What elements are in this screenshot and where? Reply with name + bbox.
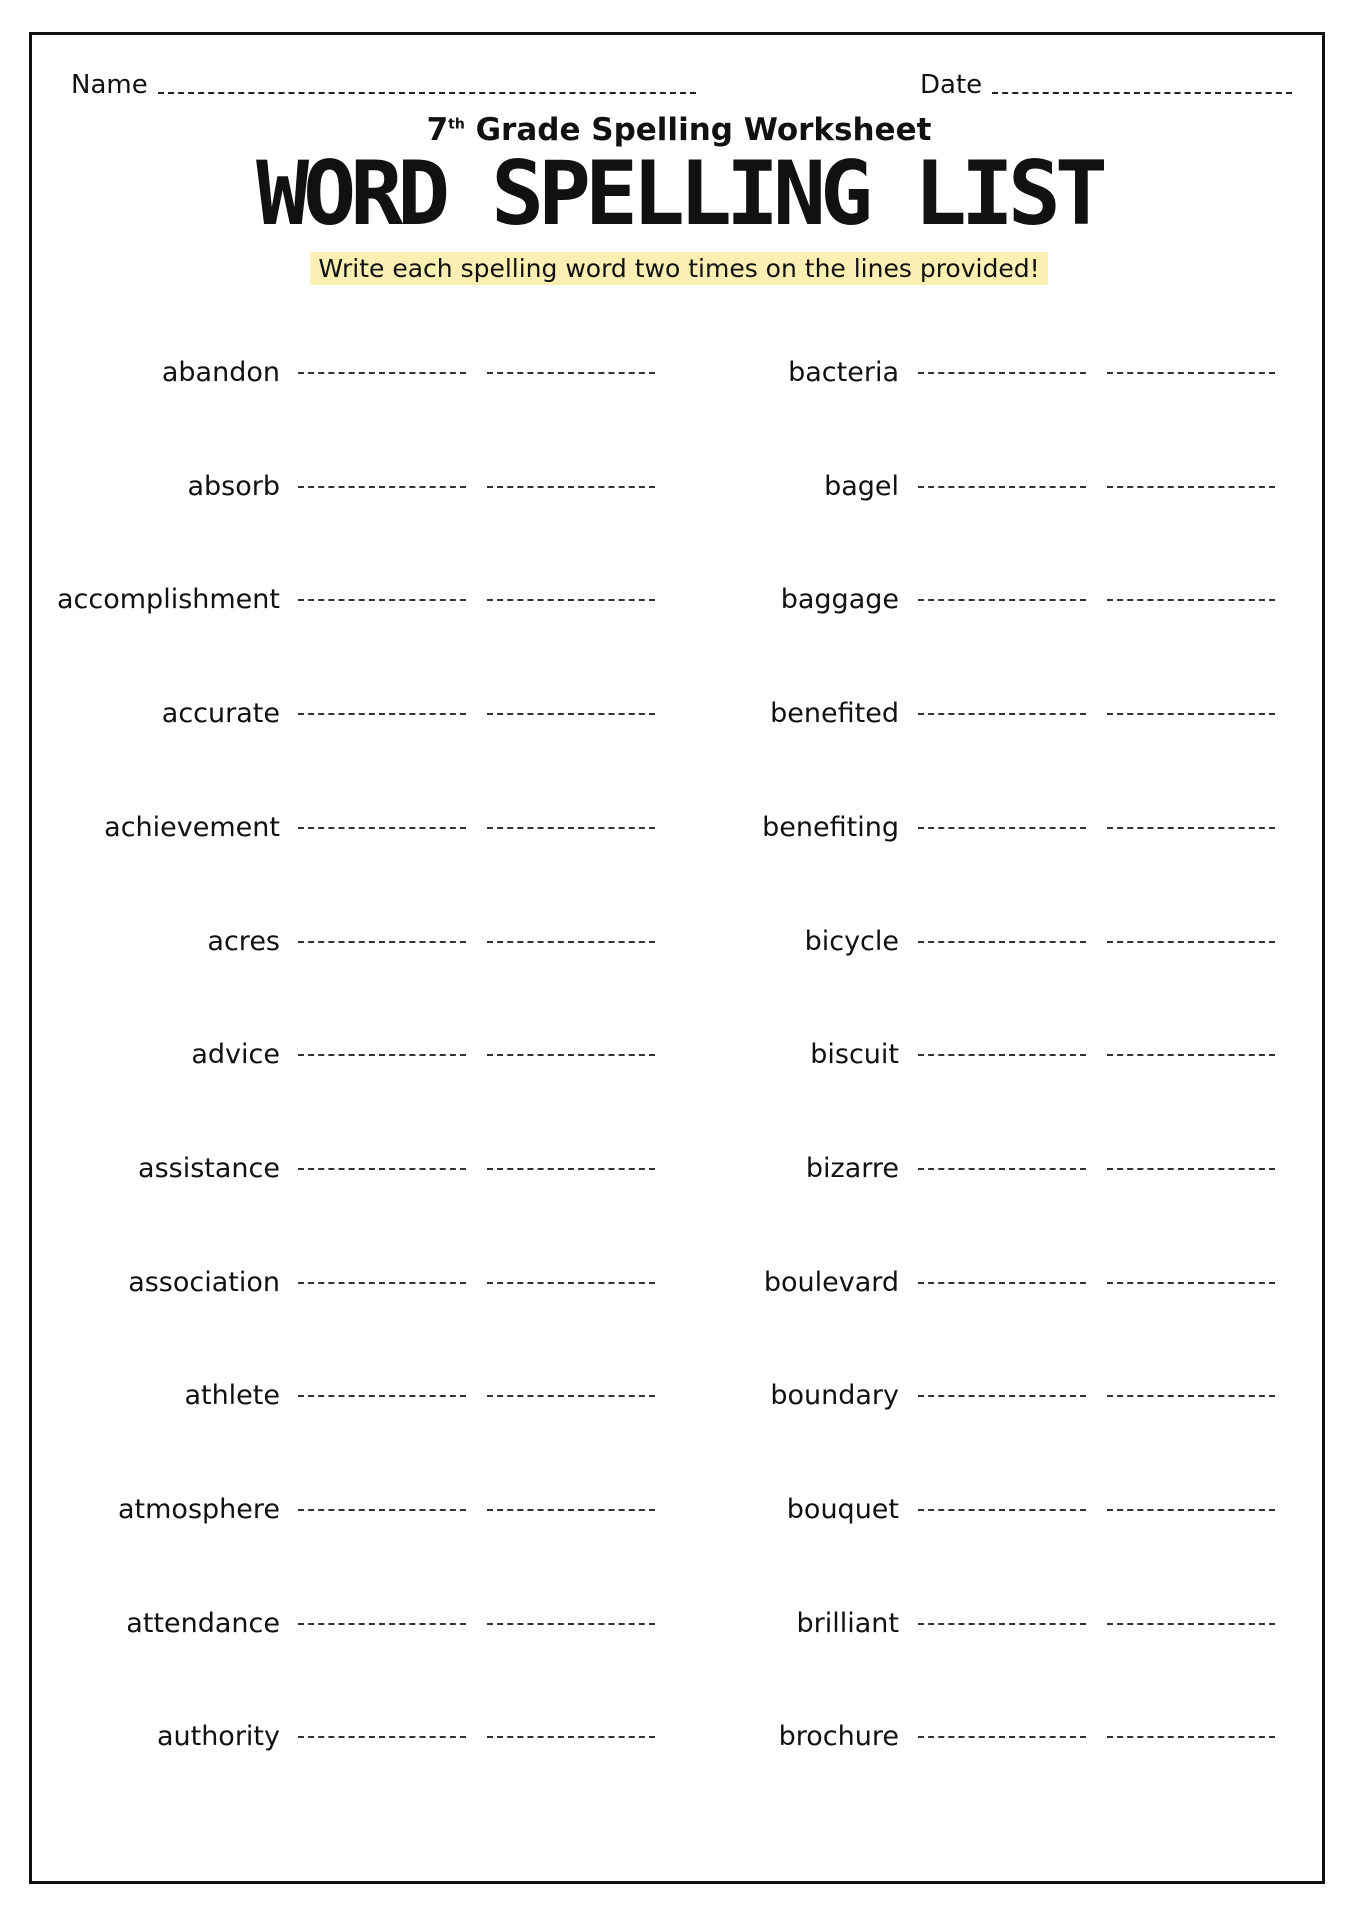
name-label: Name [71,70,148,100]
spelling-word: brochure [778,1721,899,1752]
write-line-2[interactable] [1107,713,1275,715]
write-line-1[interactable] [918,486,1086,488]
write-line-2[interactable] [1107,1054,1275,1056]
write-line-2[interactable] [1107,372,1275,374]
word-row [0,563,899,623]
spelling-word: boulevard [763,1267,899,1298]
word-row [0,1359,899,1419]
write-line-2[interactable] [1107,941,1275,943]
spelling-word: absorb [187,471,280,502]
write-line-2[interactable] [1107,1395,1275,1397]
spelling-word: athlete [184,1380,280,1411]
spelling-word: benefited [770,698,899,729]
spelling-word: bouquet [786,1494,899,1525]
write-line-2[interactable] [1107,599,1275,601]
date-blank-line[interactable] [992,92,1292,94]
write-line-2[interactable] [1107,1509,1275,1511]
spelling-word: boundary [770,1380,899,1411]
date-label: Date [920,70,983,100]
word-row [0,1700,899,1760]
write-line-1[interactable] [918,1282,1086,1284]
word-row [0,677,899,737]
name-blank-line[interactable] [158,92,696,94]
write-line-1[interactable] [918,1736,1086,1738]
spelling-word: advice [191,1039,280,1070]
word-row [0,1473,899,1533]
write-line-1[interactable] [918,1395,1086,1397]
spelling-word: biscuit [810,1039,899,1070]
spelling-word: association [128,1267,280,1298]
word-row [0,1132,899,1192]
write-line-1[interactable] [918,1168,1086,1170]
grade-suffix: th [448,116,465,133]
spelling-word: achievement [104,812,280,843]
spelling-word: assistance [138,1153,280,1184]
write-line-2[interactable] [1107,1736,1275,1738]
name-field[interactable] [71,70,696,100]
write-line-1[interactable] [918,1509,1086,1511]
spelling-word: atmosphere [118,1494,280,1525]
subtitle-text: Grade Spelling Worksheet [475,112,932,148]
write-line-1[interactable] [918,1054,1086,1056]
word-row [0,791,899,851]
spelling-word: bizarre [805,1153,899,1184]
page-title: WORD SPELLING LIST [256,142,1102,245]
spelling-word: benefiting [762,812,899,843]
word-row [0,450,899,510]
write-line-1[interactable] [918,372,1086,374]
word-row [0,1587,899,1647]
spelling-word: abandon [161,357,280,388]
word-row [0,336,899,396]
spelling-word: accomplishment [57,584,280,615]
write-line-1[interactable] [918,827,1086,829]
write-line-2[interactable] [1107,486,1275,488]
write-line-2[interactable] [1107,1623,1275,1625]
instruction-text: Write each spelling word two times on the lines provided! [310,252,1047,285]
spelling-word: baggage [780,584,899,615]
write-line-2[interactable] [1107,827,1275,829]
date-field[interactable] [920,70,1292,100]
instruction-wrap [0,252,1358,285]
write-line-1[interactable] [918,941,1086,943]
spelling-word: bagel [824,471,899,502]
spelling-word: brilliant [796,1608,899,1639]
grade-number: 7 [426,112,449,148]
spelling-word: acres [207,926,280,957]
spelling-word: authority [156,1721,280,1752]
write-line-2[interactable] [1107,1168,1275,1170]
word-row [0,1246,899,1306]
write-line-2[interactable] [1107,1282,1275,1284]
spelling-word: attendance [126,1608,280,1639]
spelling-word: bacteria [788,357,899,388]
write-line-1[interactable] [918,1623,1086,1625]
spelling-word: bicycle [804,926,899,957]
word-row [0,905,899,965]
word-row [0,1018,899,1078]
write-line-1[interactable] [918,599,1086,601]
write-line-1[interactable] [918,713,1086,715]
spelling-word: accurate [161,698,280,729]
